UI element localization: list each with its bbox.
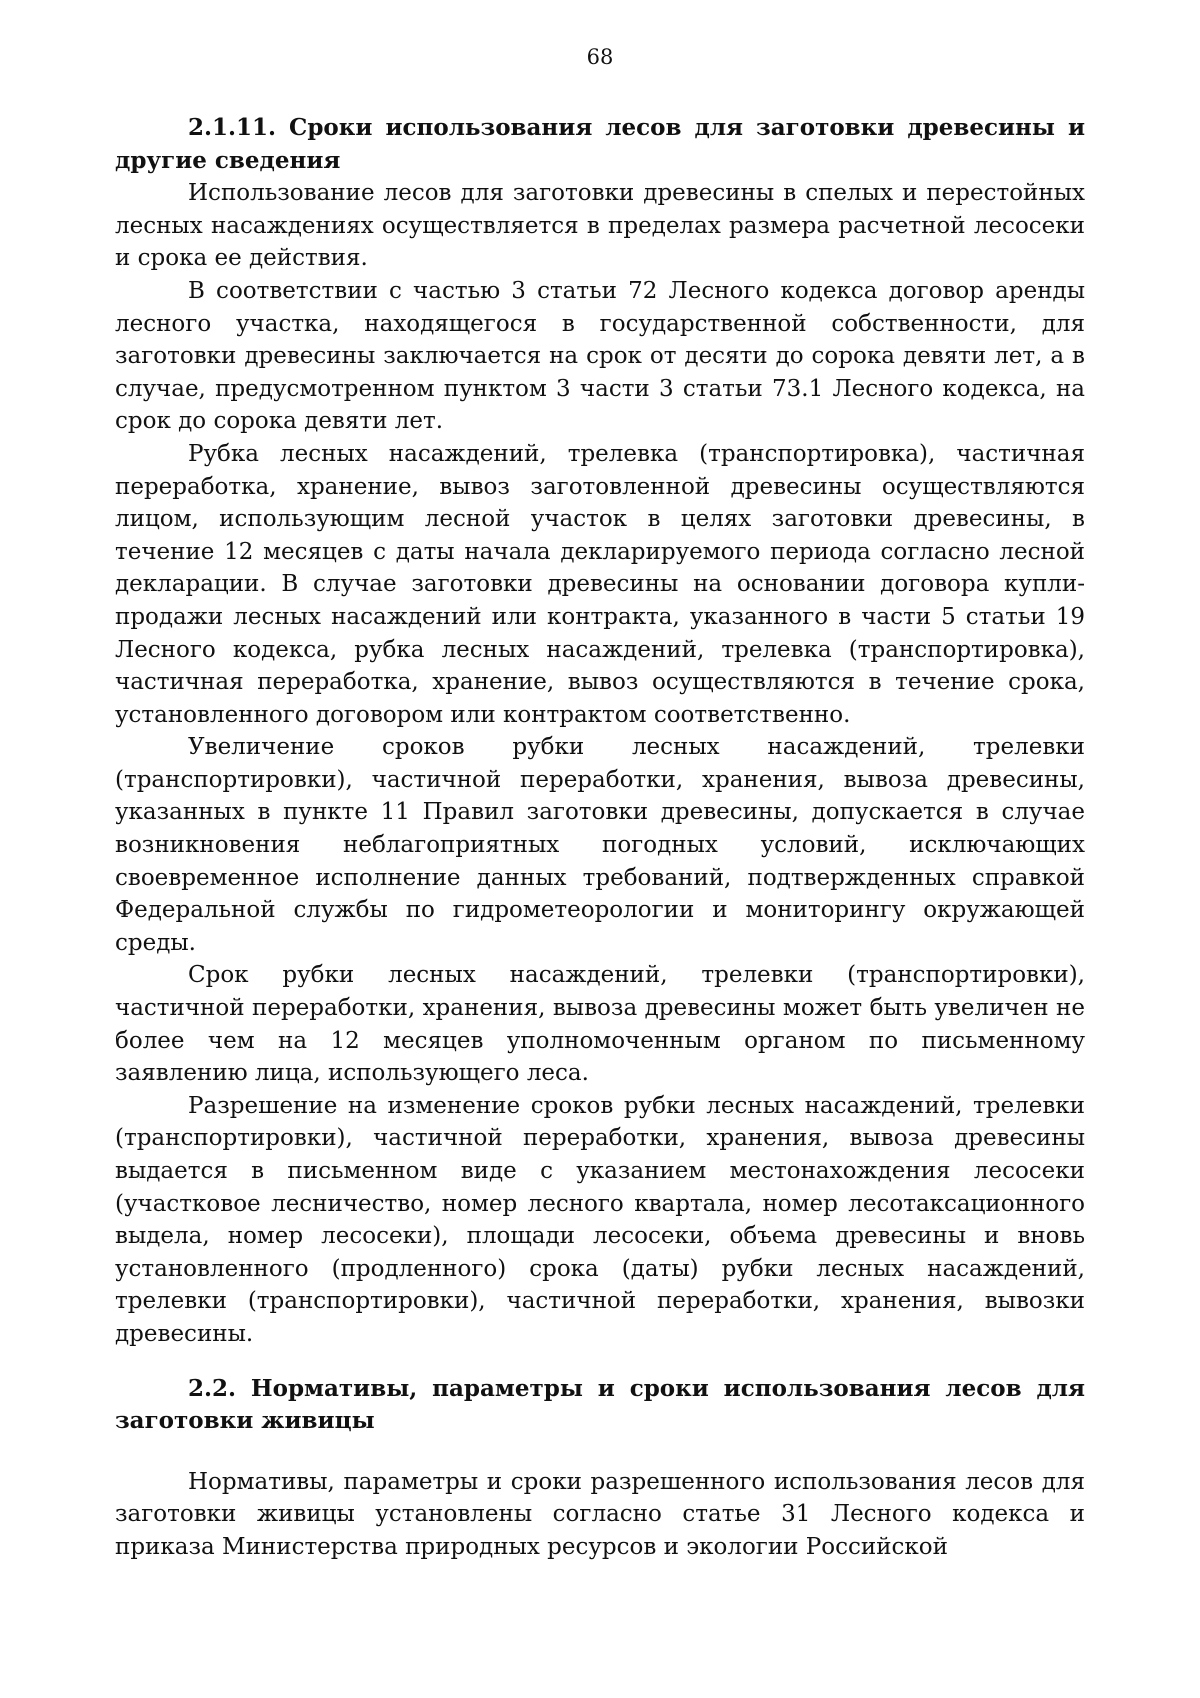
section-2-2-heading: 2.2. Нормативы, параметры и сроки использования лесов для заготовки живицы bbox=[115, 1374, 1085, 1435]
section-2-1-11-paragraph-3: Рубка лесных насаждений, трелевка (транспортировка), частичная переработка, хранение, вывоз заготовленной древесины осуществляются лицом, использующим лесной участок в целях заготовки древесины, в течение 12 месяцев с даты начала декларируемого периода согласно лесной декларации. В случае заготовки древесины на основании договора купли-продажи лесных насаждений или контракта, указанного в части 5 статьи 19 Лесного кодекса, рубка лесных насаждений, трелевка (транспортировка), частичная переработка, хранение, вывоз осуществляются в течение срока, установленного договором или контрактом соответственно. bbox=[115, 440, 1085, 728]
section-2-2-paragraph-1: Нормативы, параметры и сроки разрешенного использования лесов для заготовки живицы установлены согласно статье 31 Лесного кодекса и приказа Министерства природных ресурсов и экологии Российской bbox=[115, 1468, 1085, 1560]
section-2-1-11-paragraph-4: Увеличение сроков рубки лесных насаждений, трелевки (транспортировки), частичной переработки, хранения, вывоза древесины, указанных в пункте 11 Правил заготовки древесины, допускается в случае возникновения неблагоприятных погодных условий, исключающих своевременное исполнение данных требований, подтвержденных справкой Федеральной службы по гидрометеорологии и мониторингу окружающей среды. bbox=[115, 734, 1085, 956]
section-2-1-11-paragraph-1: Использование лесов для заготовки древесины в спелых и перестойных лесных насаждениях осуществляется в пределах размера расчетной лесосеки и срока ее действия. bbox=[115, 180, 1085, 272]
section-2-1-11-paragraph-6: Разрешение на изменение сроков рубки лесных насаждений, трелевки (транспортировки), частичной переработки, хранения, вывоза древесины выдается в письменном виде с указанием местонахождения лесосеки (участковое лесничество, номер лесного квартала, номер лесотаксационного выдела, номер лесосеки), площади лесосеки, объема древесины и вновь установленного (продленного) срока (даты) рубки лесных насаждений, трелевки (транспортировки), частичной переработки, хранения, вывозки древесины. bbox=[115, 1092, 1085, 1347]
document-page bbox=[115, 0, 1085, 1698]
section-2-1-11-paragraph-2: В соответствии с частью 3 статьи 72 Лесного кодекса договор аренды лесного участка, находящегося в государственной собственности, для заготовки древесины заключается на срок от десяти до сорока девяти лет, а в случае, предусмотренном пунктом 3 части 3 статьи 73.1 Лесного кодекса, на срок до сорока девяти лет. bbox=[115, 277, 1085, 435]
document-content bbox=[115, 112, 1085, 1564]
section-2-1-11-heading: 2.1.11. Сроки использования лесов для заготовки древесины и другие сведения bbox=[115, 114, 1085, 174]
section-2-1-11-paragraph-5: Срок рубки лесных насаждений, трелевки (транспортировки), частичной переработки, хранения, вывоза древесины может быть увеличен не более чем на 12 месяцев уполномоченным органом по письменному заявлению лица, использующего леса. bbox=[115, 962, 1085, 1087]
page-number: 68 bbox=[586, 45, 614, 69]
